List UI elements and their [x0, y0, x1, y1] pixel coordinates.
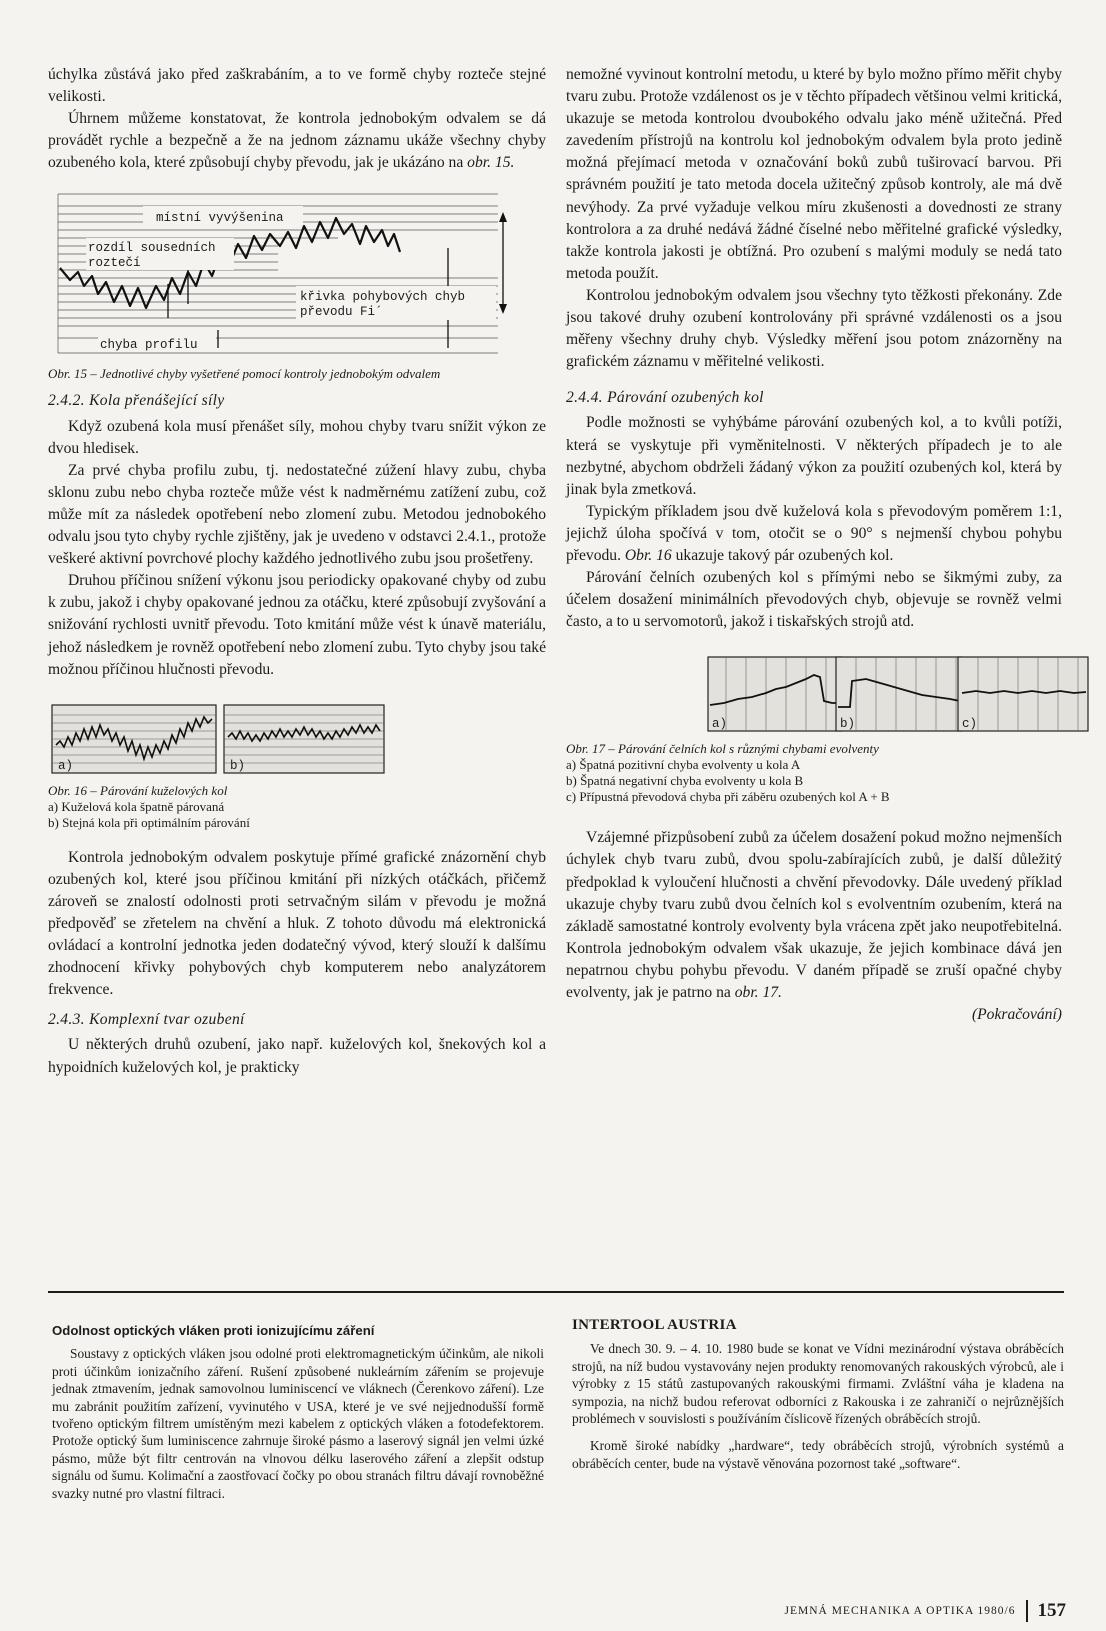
figure-17-chart [706, 653, 1092, 735]
paragraph: Za prvé chyba profilu zubu, tj. nedostatečné zúžení hlavy zubu, chyba sklonu zubu nebo chyba rozteče může vést k nadměrnému zatížení zubu, což může mít za následek opotřebení nebo zlomení zubu. Metodou jednobokého odvalu jsou tyto chyby rychle zjištěny, jak je uvedeno v odstavci 2.4.1., protože veškeré aktivní povrchové plochy každého jednotlivého zubu jsou prošetřeny. [48, 461, 546, 568]
paragraph: Typickým příkladem jsou dvě kuželová kola s převodovým poměrem 1:1, jejichž úloha spočívá v tom, otočit se o 90° s nejmenší chybou pohybu převodu. Obr. 16 ukazuje takový pár ozubených kol. [566, 502, 1062, 564]
news-text: Ve dnech 30. 9. – 4. 10. 1980 bude se konat ve Vídni mezinárodní výstava obráběcích strojů, na níž budou vystavovány nejen produkty renomovaných rakouských výrobců, ale i výrobky z 15 států zastupovaných rakouskými firmami. Zvláštní váha je kladena na sympozia, na nichž budou referovat odborníci z Rakouska i ze zahraničí o nejrůznějších problémech v souvislosti s používáním číslicově řízených obráběcích strojů. [572, 1341, 1064, 1427]
figure-17 [566, 653, 1062, 735]
continued-note: (Pokračování) [971, 1006, 1062, 1024]
page-number: 157 [1037, 1600, 1066, 1621]
figure-reference: Obr. 16 [624, 546, 672, 564]
paragraph: Když ozubená kola musí přenášet síly, mohou chyby tvaru snížit výkon ze dvou hledisek. [48, 417, 546, 457]
section-divider [48, 1291, 1064, 1293]
figure-17-caption: Obr. 17 – Párování čelních kol s různými chybami evolventy [566, 741, 879, 757]
figure-16 [48, 701, 546, 777]
figure-17-label-b: b) [840, 717, 856, 732]
figure-17-caption-b: b) Špatná negativní chyba evolventy u kola B [566, 773, 804, 789]
label-adjacent-pitch-2: roztečí [88, 256, 141, 271]
figure-17-caption-a: a) Špatná pozitivní chyba evolventy u kola A [566, 757, 801, 773]
right-column [566, 64, 1062, 1026]
news-text: Kromě široké nabídky „hardware“, tedy obráběcích strojů, výrobních systémů a obráběcích center, bude na výstavě věnována pozornost také „software“. [572, 1438, 1064, 1471]
paragraph: Kontrola jednobokým odvalem poskytuje přímé grafické znázornění chyb ozubených kol, které jsou příčinou kmitání při nízkých otáčkách, přičemž zároveň se znalostí odolnosti proti setrvačným silám v převodu je možná předpověď se zřetelem na chvění a hluk. Z tohoto důvodu má elektronická ovládací a kontrolní jednotka jeden dodatečný vývod, který slouží k dalšímu zhodnocení křivky pohybových chyb komputerem nebo analyzátorem frekvence. [48, 848, 546, 999]
figure-16-panel-a [52, 705, 216, 773]
figure-17-panel-c [958, 657, 1088, 731]
figure-16-panel-b [224, 705, 384, 773]
figure-16-label-a: a) [58, 758, 74, 773]
figure-15-chart [48, 188, 508, 360]
news-title: INTERTOOL AUSTRIA [572, 1317, 737, 1333]
figure-17-panel-a [708, 657, 842, 731]
paragraph: Podle možnosti se vyhýbáme párování ozubených kol, a to kvůli potíži, která se vyskytuje při vyměnitelnosti. V některých případech je to ale nezbytné, abychom obdrželi žádaný výkon za použití ozubených kol, která by jinak byla zmetková. [566, 414, 1062, 498]
figure-15 [48, 188, 546, 360]
figure-reference: obr. 17. [734, 984, 782, 1001]
section-heading: 2.4.3. Komplexní tvar ozubení [48, 1011, 245, 1029]
section-heading: 2.4.2. Kola přenášející síly [48, 392, 225, 410]
section-heading: 2.4.4. Párování ozubených kol [566, 389, 764, 407]
journal-name: JEMNÁ MECHANIKA A OPTIKA 1980/6 [784, 1605, 1016, 1617]
paragraph: U některých druhů ozubení, jako např. kuželových kol, šnekových kol a hypoidních kuželových kol, je prakticky [48, 1036, 546, 1076]
footer-separator [1026, 1600, 1028, 1622]
paragraph [48, 108, 546, 174]
figure-16-chart [48, 701, 388, 777]
figure-16-caption-b: b) Stejná kola při optimálním párování [48, 814, 250, 830]
figure-16-caption: Obr. 16 – Párování kuželových kol [48, 782, 228, 798]
page-footer [785, 1600, 1067, 1622]
news-title: Odolnost optických vláken proti ionizujícímu záření [52, 1323, 375, 1338]
paragraph: nemožné vyvinout kontrolní metodu, u které by bylo možno přímo měřit chyby tvaru zubu. Protože vzdálenost os je v těchto případech většinou velmi kritická, ukazuje se metoda kontrolou dvoubokého odvalu jako méně užitečná. Před zavedením přístrojů na kontrolu kol jednobokým odvalem byla proto jedině možná přejímací metoda v označování boků zubů tuširovací barvou. Při správném použití je tato metoda docela užitečný způsob kontroly, ale má dvě nevýhody. Za prvé vyžaduje velkou míru zkušenosti a dovednosti ze strany kontrolora a za druhé nedává žádné číselné nebo měřitelné grafické výsledky, takže kontrola jakosti je obtížná. Pro ozubení s malými moduly se nedá tato metoda použít. [566, 66, 1062, 282]
figure-17-label-a: a) [712, 717, 728, 732]
paragraph: Kontrolou jednobokým odvalem jsou všechny tyto těžkosti překonány. Zde jsou takové druhy ozubení kontrolovány při správné vzdálenosti os a jsou měřeny všechny druhy chyb. Výsledky měření jsou potom znázorněny na grafickém záznamu v měřitelné velikosti. [566, 286, 1062, 371]
figure-16-caption-a: a) Kuželová kola špatně párovaná [48, 798, 225, 814]
label-profile-error: chyba profilu [100, 338, 198, 353]
left-column [48, 64, 546, 1079]
paragraph-text: Úhrnem můžeme konstatovat, že kontrola jednobokým odvalem se dá provádět rychle a bezpečně a že na jednom záznamu ukáže všechny chyby ozubeného kola, které způsobují chyby převodu, jak je ukázáno na [48, 110, 546, 172]
news-box-intertool [572, 1317, 1064, 1472]
news-box-optical-fibers [52, 1322, 544, 1502]
figure-16-label-b: b) [230, 758, 246, 773]
figure-17-caption-c: c) Přípustná převodová chyba při záběru ozubených kol A + B [566, 789, 890, 805]
paragraph: Vzájemné přizpůsobení zubů za účelem dosažení pokud možno nejmenších úchylek chyb tvaru zubů, dvou spolu-zabírajících zubů, je další důležitý předpoklad k vyloučení hlučnosti a chvění převodovky. Dále uvedený příklad ukazuje chyby tvaru zubů dvou čelních kol s evolventním ozubením, která na základě samostatné kontroly evolventy byla vrácena zpět jako neupotřebitelná. Kontrola jednobokým odvalem však ukazuje, že jejich kombinace dává jen nepatrnou chybu pohybu převodu. V daném případě se zruší opačné chyby evolventy, jak je patrno na obr. 17. [566, 829, 1062, 1001]
figure-17-label-c: c) [962, 717, 978, 732]
label-curve: křivka pohybových chyb [300, 290, 466, 305]
news-text: Soustavy z optických vláken jsou odolné proti elektromagnetickým účinkům, ale nikoli proti účinkům ionizačního záření. Rušení způsobené nukleárním zářením se projevuje jednak ztmavením, jednak samovolnou luminiscencí ve vláknech (Čerenkovo záření). Lze mu zabránit použitím zařízení, vyvinutého v USA, které je ve své nejjednodušší formě tvořeno optickým filtrem umístěným mezi kabelem z optických vláken a fotodefektorem. Protože optický šum luminiscence zahrnuje široké pásmo a laserový signál jen velmi úzké pásmo, může být filtr centrován na vlnovou délku laserového záření a zlepšit odstup signálu od šumu. Kolimační a zaostřovací čočky po obou stranách filtru dávají rovnoběžné svazky nutné pro vlastní filtraci. [52, 1346, 544, 1501]
label-local-rise: místní vyvýšenina [156, 211, 284, 226]
paragraph: úchylka zůstává jako před zaškrabáním, a to ve formě chyby rozteče stejné velikosti. [48, 66, 546, 106]
paragraph: Párování čelních ozubených kol s přímými nebo se šikmými zuby, za účelem dosažení minimálních převodových chyb, objevuje se rovněž velmi často, a to u servomotorů, jakož i tiskařských strojů atd. [566, 569, 1062, 631]
figure-15-caption: Obr. 15 – Jednotlivé chyby vyšetřené pomocí kontroly jednobokým odvalem [48, 366, 441, 382]
label-curve-2: převodu Fi´ [300, 305, 383, 320]
figure-17-panel-b [836, 657, 962, 731]
figure-reference: obr. 15. [467, 154, 515, 172]
label-adjacent-pitch: rozdíl sousedních [88, 241, 216, 256]
paragraph: Druhou příčinou snížení výkonu jsou periodicky opakované chyby od zubu k zubu, jakož i chyby opakované jednou za otáčku, které způsobují zvyšování a snižování rychlosti uvnitř převodu. Toto kmitání může vést k únavě materiálu, jehož následkem je rovněž opotřebení nebo zlomení zubu. Tyto chyby jsou také možnou příčinou hlučnosti převodu. [48, 572, 546, 678]
